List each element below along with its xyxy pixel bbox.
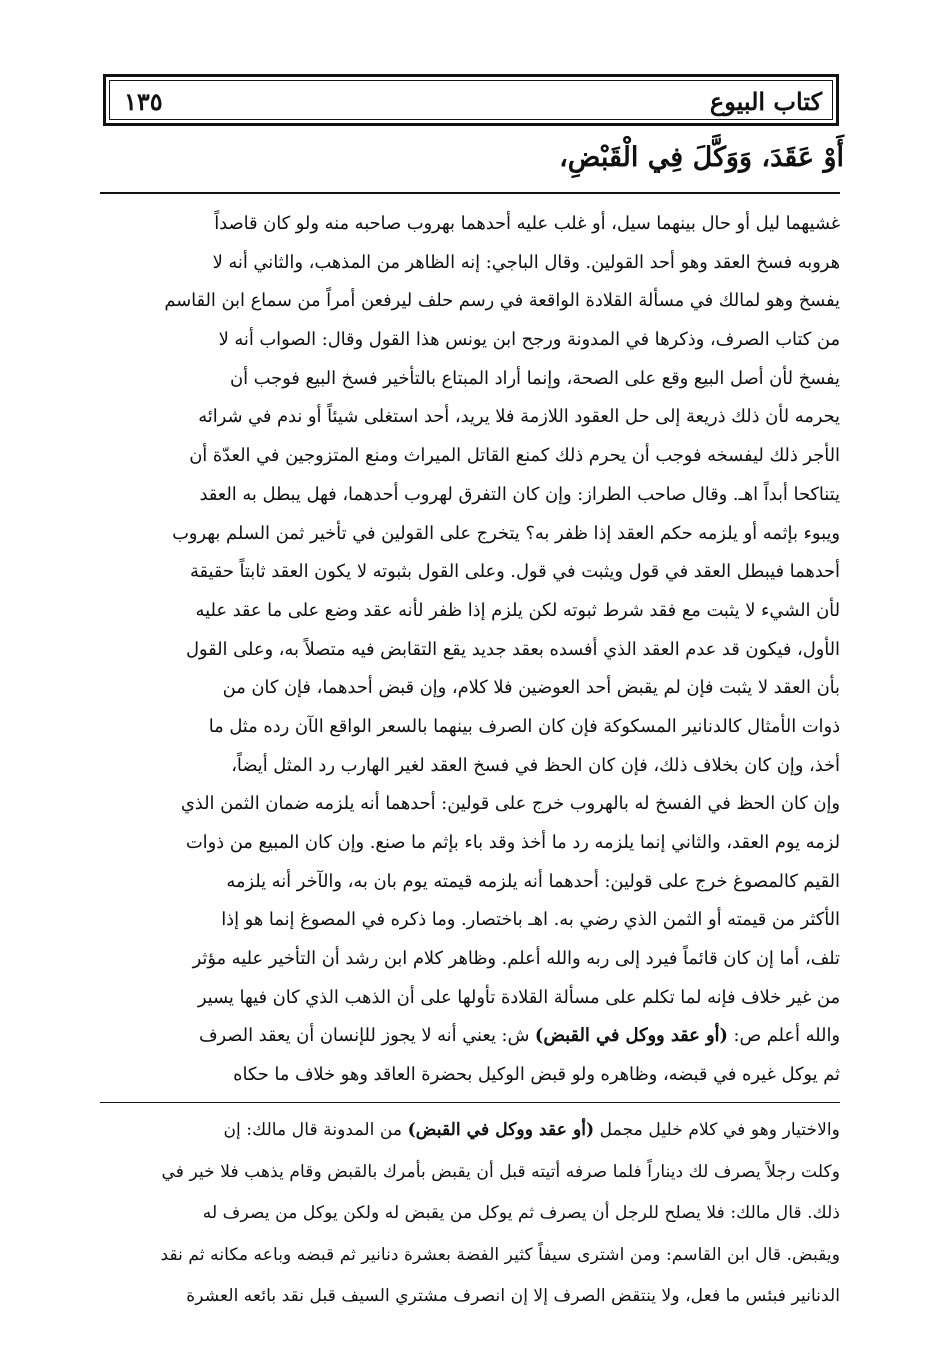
matn-quote-bold: (أو عقد ووكل في القبض) bbox=[534, 1025, 728, 1047]
commentary-line: من كتاب الصرف، وذكرها في المدونة ورجح ابن يونس هذا القول وقال: الصواب أنه لا bbox=[218, 329, 840, 351]
commentary-line: القيم كالمصوغ خرج على قولين: أحدهما أنه يلزمه قيمته يوم بان به، والآخر أنه يلزمه bbox=[226, 870, 840, 892]
commentary-line: لزمه يوم العقد، والثاني إنما يلزمه رد ما أخذ وقد باء بإثم ما صنع. وإن كان المبيع من ذوات bbox=[185, 832, 840, 853]
commentary-line: الأكثر من قيمته أو الثمن الذي رضي به. اهـ باختصار. وما ذكره في المصوغ إنما هو إذا bbox=[221, 909, 840, 931]
commentary-line: تلف، أما إن كان قائماً فيرد إلى ربه والله أعلم. وظاهر كلام ابن رشد أن التأخير عليه مؤثر bbox=[192, 948, 840, 970]
line-end-text: ش: يعني أنه لا يجوز للإنسان أن يعقد الصرف bbox=[198, 1025, 535, 1047]
running-header bbox=[103, 74, 839, 126]
footnote-line: ويقبض. قال ابن القاسم: ومن اشترى سيفاً كثير الفضة بعشرة دنانير ثم قبضه وباعه مكانه ثم نقد bbox=[160, 1244, 840, 1265]
matn-divider bbox=[100, 192, 840, 194]
commentary-line: هروبه فسخ العقد وهو أحد القولين. وقال الباجي: إنه الظاهر من المذهب، والثاني أنه لا bbox=[212, 251, 840, 273]
commentary-line-matn-quote bbox=[100, 1017, 840, 1056]
matn-quote-bold: (أو عقد ووكل في القبض) bbox=[407, 1120, 595, 1140]
commentary-line: بأن العقد لا يثبت فإن لم يقبض أحد العوضين فلا كلام، وإن قبض أحدهما، فإن كان من bbox=[222, 677, 840, 699]
commentary-line: أحدهما فيبطل العقد في قول ويثبت في قول. وعلى القول بثبوته لا يكون العقد ثابتاً حقيقة bbox=[189, 561, 840, 583]
commentary-line: يفسخ لأن أصل البيع وقع على الصحة، وإنما أراد المبتاع بالتأخير فسخ البيع فوجب أن bbox=[230, 367, 840, 389]
commentary-line: الأجر ذلك ليفسخه فوجب أن يحرم ذلك كمنع القاتل الميراث ومنع المتزوجين في العدّة أن bbox=[189, 445, 840, 467]
commentary-line: الأول، فيكون قد عدم العقد الذي أفسده بعقد جديد يقع التقابض فيه متصلاً به، وعلى القول bbox=[186, 638, 840, 660]
line-start-text: والله أعلم ص: bbox=[727, 1025, 840, 1047]
footnote-line: وكلت رجلاً يصرف لك ديناراً فلما صرفه أتيته قبل أن يقبض بأمرك بالقبض وقام يذهب فلا خير في bbox=[161, 1161, 840, 1182]
footnote-line-quote bbox=[100, 1110, 840, 1152]
footnote-block bbox=[100, 1110, 840, 1318]
running-title: كتاب البيوع bbox=[709, 87, 822, 116]
commentary-line: وإن كان الحظ في الفسخ له بالهروب خرج على قولين: أحدهما أنه يلزمه ضمان الثمن الذي bbox=[180, 793, 840, 815]
commentary-line: لأن الشيء لا يثبت مع فقد شرط ثبوته لكن يلزم إذا ظفر لأنه عقد وضع على ما عقد عليه bbox=[195, 599, 840, 621]
commentary-line: يفسخ وهو لمالك في مسألة القلادة الواقعة في رسم حلف ليرفعن أمراً من سماع ابن القاسم bbox=[164, 290, 840, 312]
line-end-text: من المدونة قال مالك: إن bbox=[223, 1120, 408, 1140]
commentary-block bbox=[100, 205, 840, 1095]
commentary-line: يتناكحا أبداً اهـ. وقال صاحب الطراز: وإن كان التفرق لهروب أحدهما، فهل يبطل به العقد bbox=[199, 483, 840, 505]
commentary-line: ذوات الأمثال كالدنانير المسكوكة فإن كان الصرف بينهما بالسعر الواقع الآن رده مثل ما bbox=[208, 715, 840, 737]
commentary-line: غشيهما ليل أو حال بينهما سيل، أو غلب عليه أحدهما بهروب صاحبه منه ولو كان قاصداً bbox=[214, 213, 840, 234]
commentary-line: أخذ، وإن كان بخلاف ذلك، فإن كان الحظ في فسخ العقد لغير الهارب رد المثل أيضاً، bbox=[231, 754, 840, 776]
page-number: ١٣٥ bbox=[124, 87, 163, 116]
footnote-line: ذلك. قال مالك: فلا يصلح للرجل أن يصرف ثم يوكل من يقبض له ولكن يوكل من يصرف له bbox=[202, 1203, 840, 1224]
line-start-text: والاختيار وهو في كلام خليل مجمل bbox=[594, 1120, 840, 1140]
commentary-line: ثم يوكل غيره في قبضه، وظاهره ولو قبض الوكيل بحضرة العاقد وهو خلاف ما حكاه bbox=[233, 1064, 840, 1086]
commentary-line: من غير خلاف فإنه لما تكلم على مسألة القلادة تأولها على أن الذهب الذي كان فيها يسير bbox=[197, 986, 840, 1008]
footnote-line: الدنانير فبئس ما فعل، ولا ينتقض الصرف إلا إن انصرف مشتري السيف قبل نقد بائعه العشرة bbox=[186, 1286, 840, 1307]
commentary-line: يحرمه لأن ذلك ذريعة إلى حل العقود اللازمة فلا يريد، أحد استغلى شيئاً أو ندم في شرائه bbox=[198, 406, 840, 428]
footnote-divider bbox=[100, 1102, 840, 1103]
matn-text: أَوْ عَقَدَ، وَوَكَّلَ فِي الْقَبْضِ، bbox=[559, 142, 844, 173]
commentary-line: ويبوء بإثمه أو يلزمه حكم العقد إذا ظفر به؟ يتخرج على القولين في تأخير ثمن السلم بهروب bbox=[172, 522, 840, 544]
